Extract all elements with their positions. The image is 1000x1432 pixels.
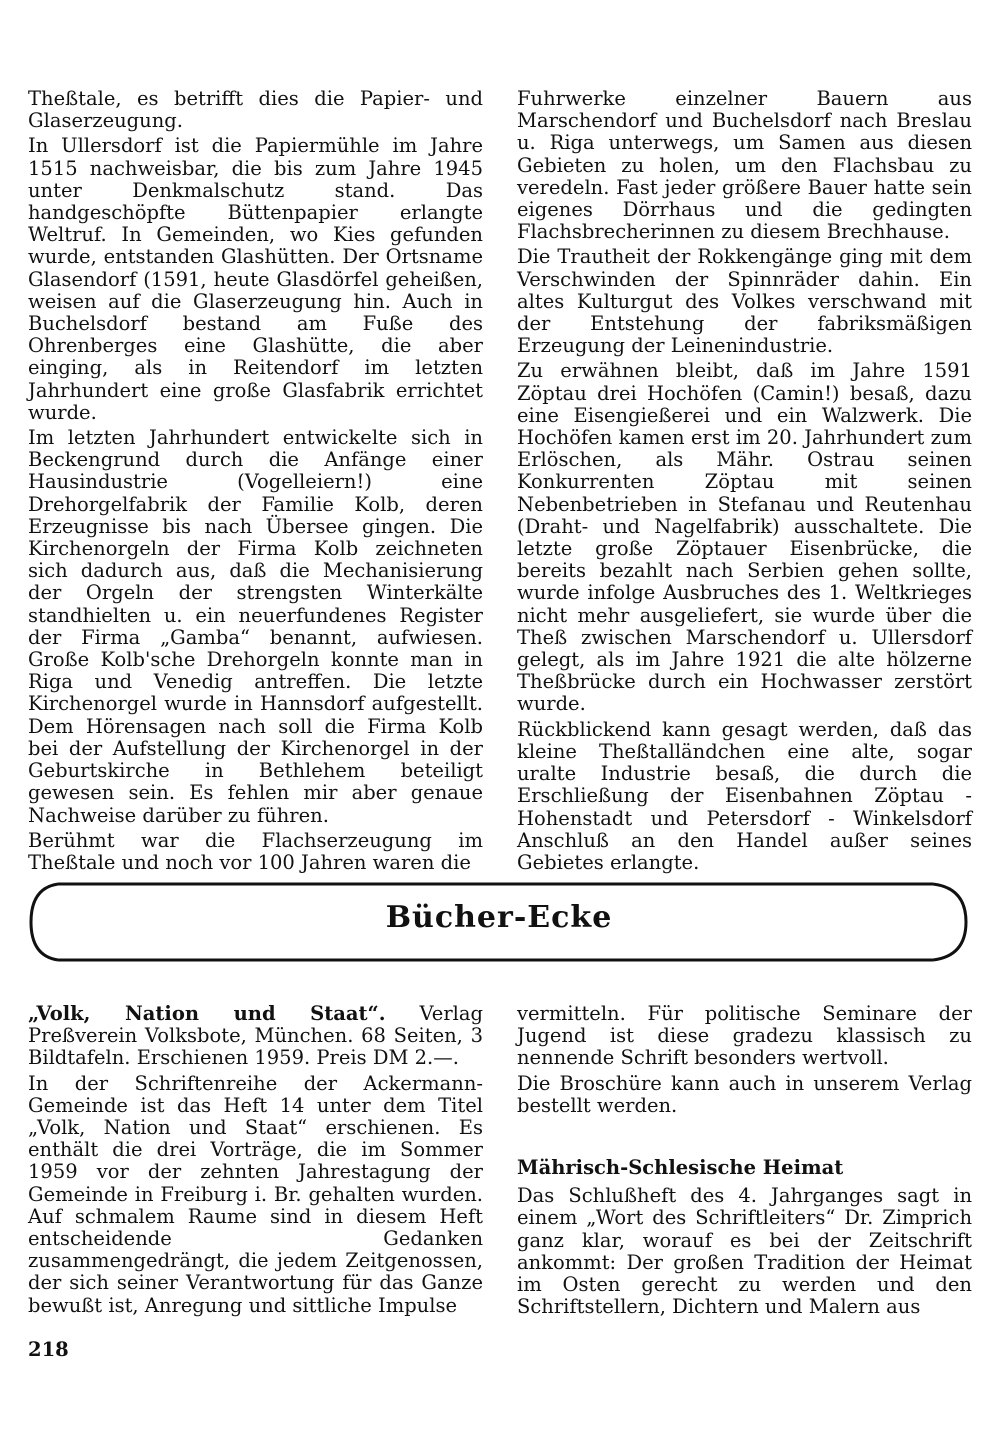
paragraph: In Ullersdorf ist die Papiermühle im Jahre 1515 nachweisbar, die bis zum Jahre 1945 unter Denkmalschutz stand. Das handgeschöpfte Büttenpapier erlangte Weltruf. In Gemeinden, wo Kies gefunden wurde, entstanden Glashütten. Der Ortsname Glasendorf (1591, heute Glasdörfel geheißen, weisen auf die Glaserzeugung hin. Auch in Buchelsdorf bestand am Fuße des Ohrenberges eine Glashütte, die aber einging, als in Reitendorf im letzten Jahrhundert eine große Glasfabrik errichtet wurde. [28,134,483,424]
book-info: Verlag Preßverein Volksbote, München. 68 Seiten, 3 Bildtafeln. Erschienen 1959. Preis DM 2.—. [28,1002,483,1070]
review-heading: Mährisch-Schlesische Heimat [517,1156,844,1180]
paragraph: Theßtale, es betrifft dies die Papier- und Glaserzeugung. [28,87,483,133]
book-title: „Volk, Nation und Staat“. [28,1002,386,1025]
review-continuation: vermitteln. Für politische Seminare der Jugend ist diese gradezu klassisch zu nennende Schrift besonders wertvoll. [517,1002,972,1070]
paragraph: Zu erwähnen bleibt, daß im Jahre 1591 Zöptau drei Hochöfen (Camin!) besaß, dazu eine Eisengießerei und ein Walzwerk. Die Hochöfen kamen erst im 20. Jahrhundert zum Erlöschen, als Mähr. Ostrau seinen Konkurrenten Zöptau mit seinen Nebenbetrieben in Stefanau und Reutenhau (Draht- und Nagelfabrik) ausschaltete. Die letzte große Zöptauer Eisenbrücke, die bereits bezahlt nach Serbien gehen sollte, wurde infolge Ausbruches des 1. Weltkrieges nicht mehr ausgeliefert, sie wurde über die Theß zwischen Marschendorf u. Ullersdorf gelegt, als im Jahre 1921 die alte hölzerne Theßbrücke durch ein Hochwasser zerstört wurde. [517,359,972,716]
bottom-right-column [517,1003,972,1321]
paragraph: Berühmt war die Flachserzeugung im Theßtale und noch vor 100 Jahren waren die [28,828,483,874]
bottom-left-column [28,1003,483,1320]
review-body: In der Schriftenreihe der Ackermann-Gemeinde ist das Heft 14 unter dem Titel „Volk, Nation und Staat“ erschienen. Es enthält die drei Vorträge, die im Sommer 1959 vor der zehnten Jahrestagung der Gemeinde in Freiburg i. Br. gehalten wurden. Auf schmalem Raume sind in diesem Heft entscheidende Gedanken zusammengedrängt, die jedem Zeitgenossen, der sich seiner Verantwortung für das Ganze bewußt ist, Anregung und sittliche Impulse [28,1071,483,1317]
section-title: Bücher-Ecke [385,900,613,935]
order-note: Die Broschüre kann auch in unserem Verlag bestellt werden. [517,1071,972,1117]
page-number: 218 [28,1338,69,1361]
top-left-column [28,88,483,877]
paragraph: Im letzten Jahrhundert entwickelte sich in Beckengrund durch die Anfänge einer Hausindustrie (Vogelleiern!) eine Drehorgelfabrik der Familie Kolb, deren Erzeugnisse bis nach Übersee gingen. Die Kirchenorgeln der Firma Kolb zeichneten sich dadurch aus, daß die Mechanisierung der Orgeln der strengsten Winterkälte standhielten u. ein neuerfundenes Register der Firma „Gamba“ benannt, aufwiesen. Große Kolb'sche Drehorgeln konnte man in Riga und Venedig antreffen. Die letzte Kirchenorgel wurde in Hannsdorf aufgestellt. Dem Hörensagen nach soll die Firma Kolb bei der Aufstellung der Kirchenorgel in der Geburtskirche in Bethlehem beteiligt gewesen sein. Es fehlen mir aber genaue Nachweise darüber zu führen. [28,426,483,827]
paragraph: Die Trautheit der Rokkengänge ging mit dem Verschwinden der Spinnräder dahin. Ein altes Kulturgut des Volkes verschwand mit der Entstehung der fabriksmäßigen Erzeugung der Leinenindustrie. [517,245,972,358]
paragraph: Fuhrwerke einzelner Bauern aus Marschendorf und Buchelsdorf nach Breslau u. Riga unterwegs, um Samen aus diesen Gebieten zu holen, um den Flachsbau zu veredeln. Fast jeder größere Bauer hatte sein eigenes Dörrhaus und die gedingten Flachsbrecherinnen zu diesem Brechhause. [517,87,972,244]
top-right-column [517,88,972,877]
section-heading-frame [28,880,970,964]
review-body: Das Schlußheft des 4. Jahrganges sagt in einem „Wort des Schriftleiters“ Dr. Zimprich ganz klar, worauf es bei der Zeitschrift ankommt: Der großen Tradition der Heimat im Osten gerecht zu werden und den Schriftstellern, Dichtern und Malern aus [517,1184,972,1319]
book-entry [28,1003,483,1070]
paragraph: Rückblickend kann gesagt werden, daß das kleine Theßtalländchen eine alte, sogar uralte Industrie besaß, die durch die Erschließung der Eisenbahnen Zöptau - Hohenstadt und Petersdorf - Winkelsdorf Anschluß an den Handel außer seines Gebietes erlangte. [517,717,972,874]
